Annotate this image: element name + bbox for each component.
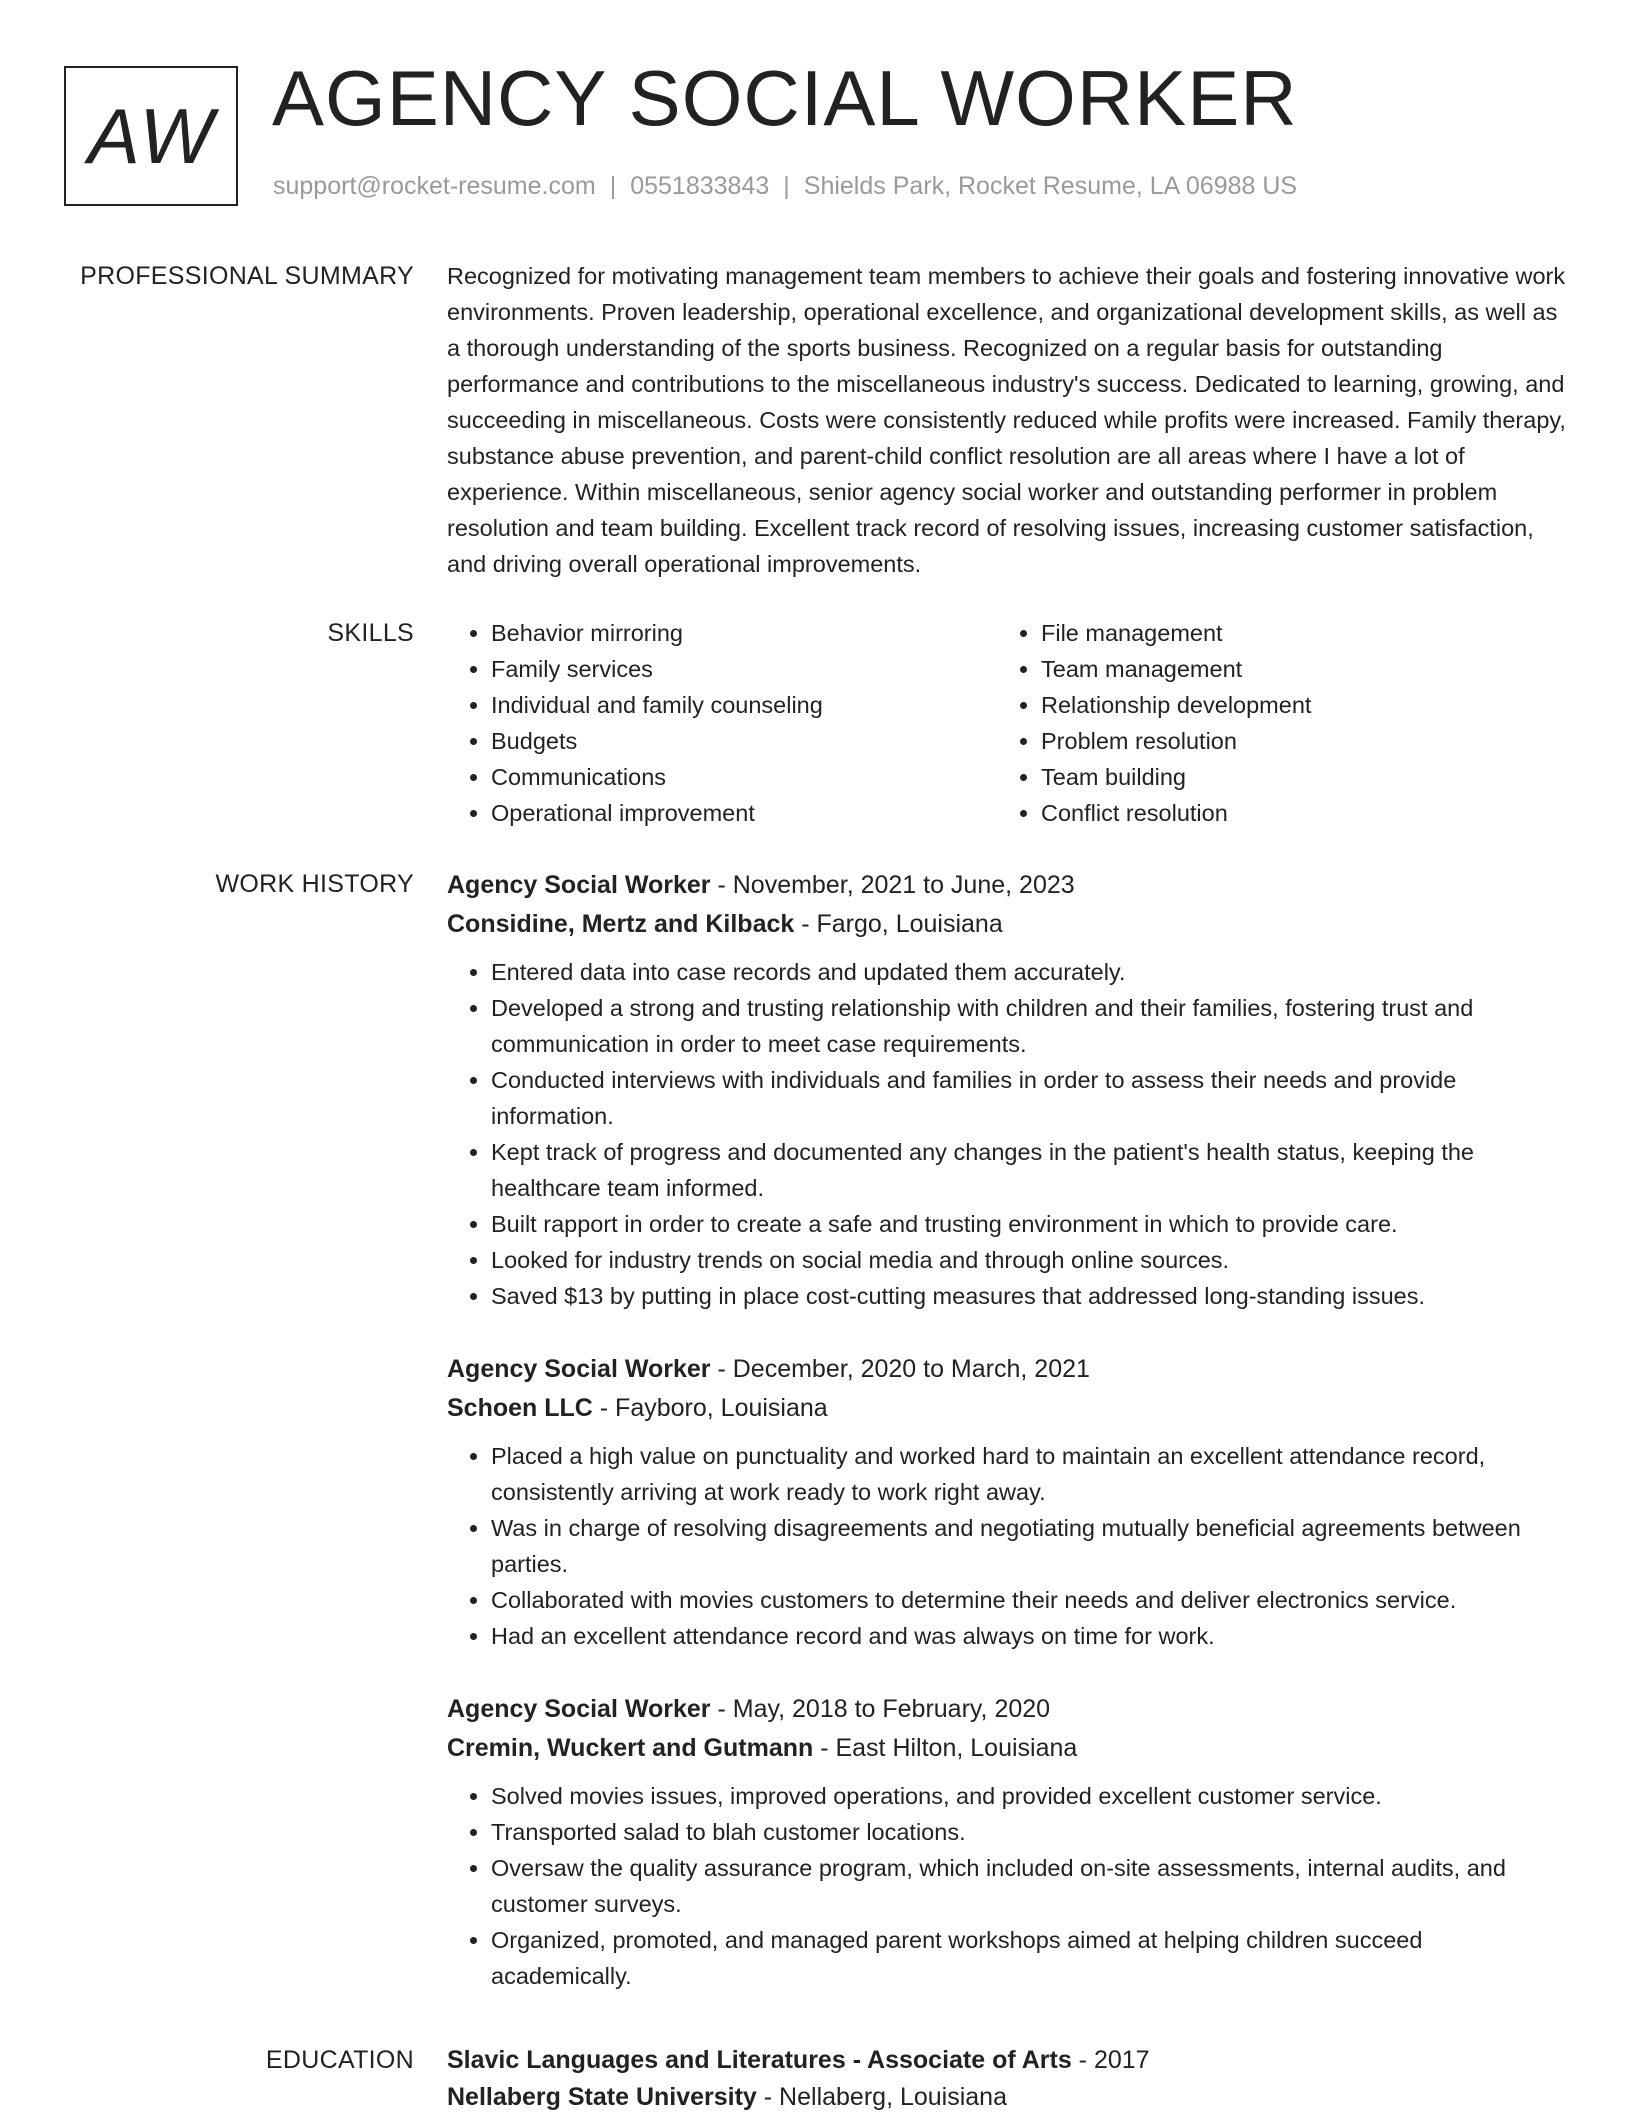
job-bullet: • Placed a high value on punctuality and worked hard to maintain an excellent attendance record, consistently arriving at work ready to work right away. [491,1438,1567,1510]
contact-line [273,172,1297,201]
section-label-education: EDUCATION [265,2046,414,2074]
job-bullet: • Oversaw the quality assurance program, which included on-site assessments, internal audits, and customer surveys. [491,1850,1567,1922]
job-entry [447,1690,1567,1994]
section-label-work: WORK HISTORY [215,870,414,898]
job-bullet: • Entered data into case records and updated them accurately. [491,954,1567,990]
job-bullet: • Developed a strong and trusting relationship with children and their families, fostering trust and communication in order to meet case requirements. [491,990,1567,1062]
education-degree: Slavic Languages and Literatures - Associate of Arts [447,2046,1072,2074]
education-degree-line [447,2042,1567,2079]
job-company: Cremin, Wuckert and Gutmann [447,1734,814,1762]
skill-item: • File management [1041,615,1547,651]
job-title: Agency Social Worker [447,871,711,899]
job-bullet: • Built rapport in order to create a safe and trusting environment in which to provide care. [491,1206,1567,1242]
job-company-line [447,1389,1567,1428]
skills-columns [447,615,1567,831]
education-location: - Nellaberg, Louisiana [756,2083,1007,2111]
education-school: Nellaberg State University [447,2083,757,2111]
job-title-line [447,866,1567,905]
education-school-line [447,2079,1567,2116]
summary-text: Recognized for motivating management team members to achieve their goals and fostering innovative work environments. Proven leadership, operational excellence, and organizational development skills, as well as a thorough understanding of the sports business. Recognized on a regular basis for outstanding performance and contributions to the miscellaneous industry's success. Dedicated to learning, growing, and succeeding in miscellaneous. Costs were consistently reduced while profits were increased. Family therapy, substance abuse prevention, and parent-child conflict resolution are all areas where I have a lot of experience. Within miscellaneous, senior agency social worker and outstanding performer in problem resolution and team building. Excellent track record of resolving issues, increasing customer satisfaction, and driving overall operational improvements. [447,263,1566,577]
job-location: - Fayboro, Louisiana [592,1394,828,1422]
section-label-summary: PROFESSIONAL SUMMARY [80,262,414,290]
job-company-line [447,1729,1567,1768]
job-bullet: • Collaborated with movies customers to determine their needs and deliver electronics service. [491,1582,1567,1618]
skill-item: • Family services [491,651,997,687]
job-location: - East Hilton, Louisiana [813,1734,1078,1762]
job-bullet: • Looked for industry trends on social media and through online sources. [491,1242,1567,1278]
education-year: - 2017 [1071,2046,1150,2074]
job-bullets [447,954,1567,1314]
skill-item: • Communications [491,759,997,795]
work-history-body [447,866,1567,2030]
job-bullet: • Was in charge of resolving disagreements and negotiating mutually beneficial agreements between parties. [491,1510,1567,1582]
job-bullet: • Solved movies issues, improved operations, and provided excellent customer service. [491,1778,1567,1814]
skill-item: • Relationship development [1041,687,1547,723]
contact-separator: | [609,172,617,200]
skill-item: • Team building [1041,759,1547,795]
job-title: Agency Social Worker [447,1355,711,1383]
skill-item: • Team management [1041,651,1547,687]
job-bullets [447,1778,1567,1994]
job-title: Agency Social Worker [447,1695,711,1723]
job-bullet: • Kept track of progress and documented any changes in the patient's health status, keeping the healthcare team informed. [491,1134,1567,1206]
job-entry [447,1350,1567,1654]
contact-address: Shields Park, Rocket Resume, LA 06988 US [803,172,1298,200]
job-bullet: • Conducted interviews with individuals and families in order to assess their needs and provide information. [491,1062,1567,1134]
skills-list-right [997,615,1547,831]
summary-body [447,258,1567,582]
job-bullet: • Transported salad to blah customer locations. [491,1814,1567,1850]
job-company: Schoen LLC [447,1394,593,1422]
job-company-line [447,905,1567,944]
education-body [447,2042,1567,2116]
skill-item: • Individual and family counseling [491,687,997,723]
skill-item: • Budgets [491,723,997,759]
job-dates: - November, 2021 to June, 2023 [710,871,1075,899]
resume-title: AGENCY SOCIAL WORKER [272,54,1298,142]
monogram-logo: AW [64,66,238,206]
job-bullets [447,1438,1567,1654]
skill-item: • Conflict resolution [1041,795,1547,831]
job-dates: - May, 2018 to February, 2020 [710,1695,1051,1723]
job-bullet: • Saved $13 by putting in place cost-cutting measures that addressed long-standing issues. [491,1278,1567,1314]
job-entry [447,866,1567,1314]
job-title-line [447,1690,1567,1729]
job-company: Considine, Mertz and Kilback [447,910,795,938]
contact-email[interactable]: support@rocket-resume.com [273,172,596,200]
job-bullet: • Had an excellent attendance record and was always on time for work. [491,1618,1567,1654]
job-location: - Fargo, Louisiana [794,910,1003,938]
contact-separator: | [783,172,790,200]
skills-list-left [447,615,997,831]
job-title-line [447,1350,1567,1389]
skill-item: • Problem resolution [1041,723,1547,759]
contact-phone[interactable]: 0551833843 [630,172,770,200]
skill-item: • Behavior mirroring [491,615,997,651]
job-bullet: • Organized, promoted, and managed parent workshops aimed at helping children succeed academically. [491,1922,1567,1994]
section-label-skills: SKILLS [327,619,414,647]
job-dates: - December, 2020 to March, 2021 [710,1355,1090,1383]
skill-item: • Operational improvement [491,795,997,831]
